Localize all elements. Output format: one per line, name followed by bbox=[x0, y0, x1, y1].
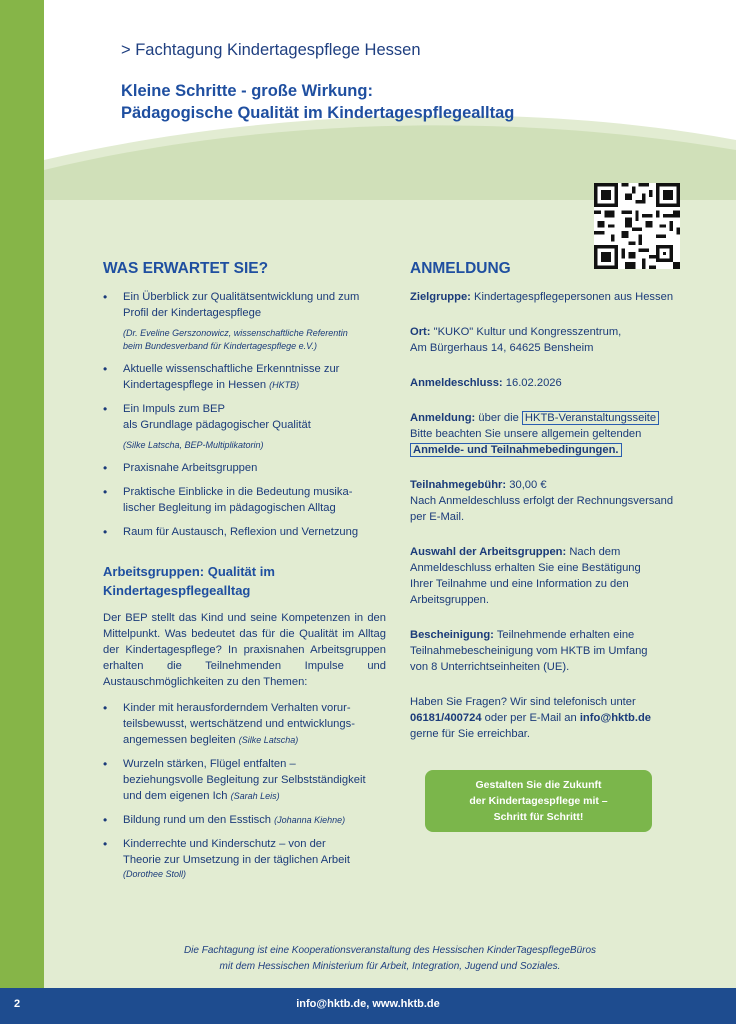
title-line-2: Pädagogische Qualität im Kindertagespflegealltag bbox=[121, 104, 515, 122]
footer-bar bbox=[0, 988, 736, 1024]
participation-fee: Teilnahmegebühr: 30,00 € Nach Anmeldeschluss erfolgt der Rechnungsversand per E-Mail. bbox=[410, 479, 674, 523]
list-item: • Aktuelle wissenschaftliche Erkenntnisse zur Kindertagespflege in Hessen (HKTB) bbox=[103, 361, 386, 393]
registration-heading: ANMELDUNG bbox=[410, 260, 511, 277]
contact-info: Haben Sie Fragen? Wir sind telefonisch unter 06181/400724 oder per E-Mail an info@hktb.de gerne für Sie erreichbar. bbox=[410, 696, 652, 740]
expectations-heading: WAS ERWARTET SIE? bbox=[103, 260, 269, 277]
location: Ort: "KUKO" Kultur und Kongresszentrum, Am Bürgerhaus 14, 64625 Bensheim bbox=[410, 326, 622, 354]
registration-info: Anmeldung: über die HKTB-Veranstaltungsseite Bitte beachten Sie unsere allgemein geltenden Anmelde- und Teilnahmebedingungen. bbox=[410, 410, 700, 458]
workgroup-selection: Auswahl der Arbeitsgruppen: Nach dem Anmeldeschluss erhalten Sie eine Bestätigung Ihrer Teilnahme und eine Information zu den Arbeitsgruppen. bbox=[410, 546, 641, 606]
list-item: • Ein Impuls zum BEP als Grundlage pädagogischer Qualität (Silke Latscha, BEP-Multiplikatorin) bbox=[103, 401, 386, 452]
event-series-label: > Fachtagung Kindertagespflege Hessen bbox=[121, 41, 421, 59]
page-title bbox=[121, 80, 514, 124]
cta-box: Gestalten Sie die Zukunft der Kindertagespflege mit – Schritt für Schritt! bbox=[425, 770, 652, 832]
cooperation-note: Die Fachtagung ist eine Kooperationsveranstaltung des Hessischen KinderTagespflegeBüros mit dem Hessischen Ministerium für Arbeit, Integration, Jugend und Soziales. bbox=[183, 945, 597, 972]
phone-number[interactable]: 06181/400724 bbox=[410, 712, 482, 724]
registration-deadline: Anmeldeschluss: 16.02.2026 bbox=[410, 377, 562, 389]
workgroups-heading: Arbeitsgruppen: Qualität im Kindertagespflegealltag bbox=[103, 564, 275, 598]
event-page-link[interactable]: HKTB-Veranstaltungsseite bbox=[522, 411, 659, 425]
list-item: • Kinderrechte und Kinderschutz – von der Theorie zur Umsetzung in der täglichen Arbeit (Dorothee Stoll) bbox=[103, 836, 386, 881]
workgroups-topics-list bbox=[103, 700, 386, 881]
list-item: • Wurzeln stärken, Flügel entfalten – beziehungsvolle Begleitung zur Selbstständigkeit und dem eigenen Ich (Sarah Leis) bbox=[103, 756, 386, 804]
page-number: 2 bbox=[14, 998, 21, 1010]
email-link[interactable]: info@hktb.de bbox=[579, 712, 652, 724]
list-item: • Kinder mit herausforderndem Verhalten vorur- teilsbewusst, wertschätzend und entwicklungs- angemessen begleiten (Silke Latscha) bbox=[103, 700, 386, 748]
list-item: • Bildung rund um den Esstisch (Johanna Kiehne) bbox=[103, 812, 386, 828]
left-column bbox=[103, 261, 386, 889]
footer-contact[interactable]: info@hktb.de, www.hktb.de bbox=[296, 998, 440, 1010]
qr-code-icon[interactable] bbox=[594, 183, 680, 269]
target-group: Zielgruppe: Kindertagespflegepersonen aus Hessen bbox=[410, 291, 674, 303]
terms-link[interactable]: Anmelde- und Teilnahmebedingungen. bbox=[410, 443, 622, 457]
list-item: • Raum für Austausch, Reflexion und Vernetzung bbox=[103, 524, 386, 540]
list-item: • Ein Überblick zur Qualitätsentwicklung und zum Profil der Kindertagespflege (Dr. Eveline Gerszonowicz, wissenschaftliche Referentin beim Bundesverband für Kindertagespflege e.V.) bbox=[103, 289, 386, 353]
list-item: • Praxisnahe Arbeitsgruppen bbox=[103, 460, 386, 476]
workgroups-intro: Der BEP stellt das Kind und seine Kompetenzen in den Mittelpunkt. Was bedeutet das für die Qualität im Alltag der Kindertagespflege? In praxisnahen Arbeitsgruppen erhalten die Teilnehmenden Impulse und Austauschmöglichkeiten zu den Themen: bbox=[103, 612, 386, 688]
certificate-info: Bescheinigung: Teilnehmende erhalten eine Teilnahmebescheinigung vom HKTB im Umfang von 8 Unterrichtseinheiten (UE). bbox=[410, 629, 648, 673]
title-line-1: Kleine Schritte - große Wirkung: bbox=[121, 82, 373, 100]
expectations-list bbox=[103, 289, 386, 540]
right-column bbox=[410, 261, 700, 761]
list-item: • Praktische Einblicke in die Bedeutung musika- lischer Begleitung im pädagogischen Alltag bbox=[103, 484, 386, 516]
